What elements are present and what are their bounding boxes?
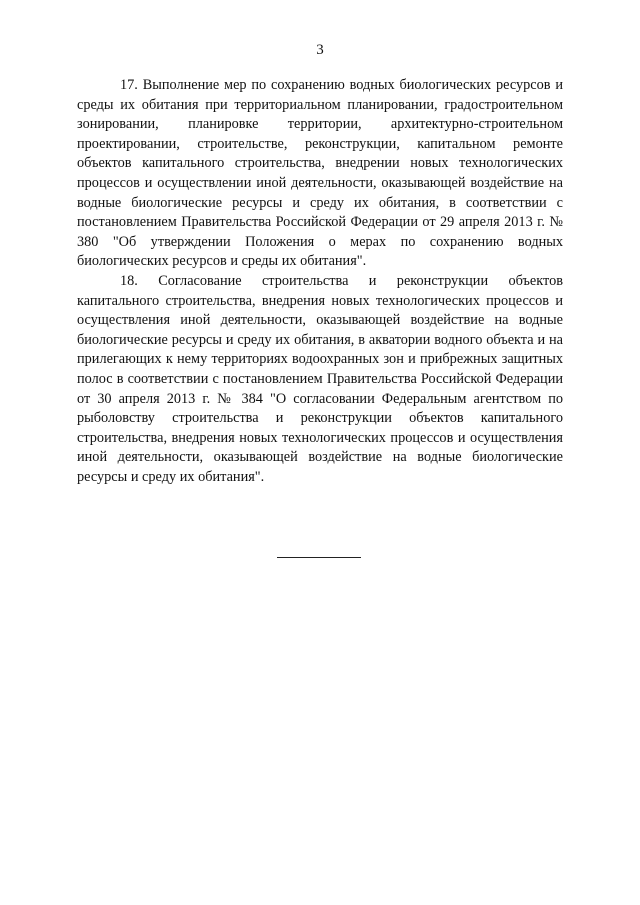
document-body <box>77 76 563 487</box>
page-number: 3 <box>316 42 324 58</box>
paragraph-18: 18. Согласование строительства и реконструкции объектов капитального строительства, внедрения новых технологических процессов и осуществления иной деятельности, оказывающей воздействие на водные биологические ресурсы и среду их обитания, в акватории водного объекта и на прилегающих к нему территориях водоохранных зон и прибрежных защитных полос в соответствии с постановлением Правительства Российской Федерации от 30 апреля 2013 г. № 384 "О согласовании Федеральным агентством по рыболовству строительства и реконструкции объектов капитального строительства, внедрения новых технологических процессов и осуществления иной деятельности, оказывающей воздействие на водные биологические ресурсы и среду их обитания". <box>77 272 563 485</box>
end-separator-line <box>277 557 361 558</box>
paragraph-17: 17. Выполнение мер по сохранению водных биологических ресурсов и среды их обитания при территориальном планировании, градостроительном зонировании, планировке территории, архитектурно-строительном проектировании, строительстве, реконструкции, капитальном ремонте объектов капитального строительства, внедрении новых технологических процессов и осуществлении иной деятельности, оказывающей воздействие на водные биологические ресурсы и среду их обитания, в соответствии с постановлением Правительства Российской Федерации от 29 апреля 2013 г. № 380 "Об утверждении Положения о мерах по сохранению водных биологических ресурсов и среды их обитания". <box>77 77 563 270</box>
